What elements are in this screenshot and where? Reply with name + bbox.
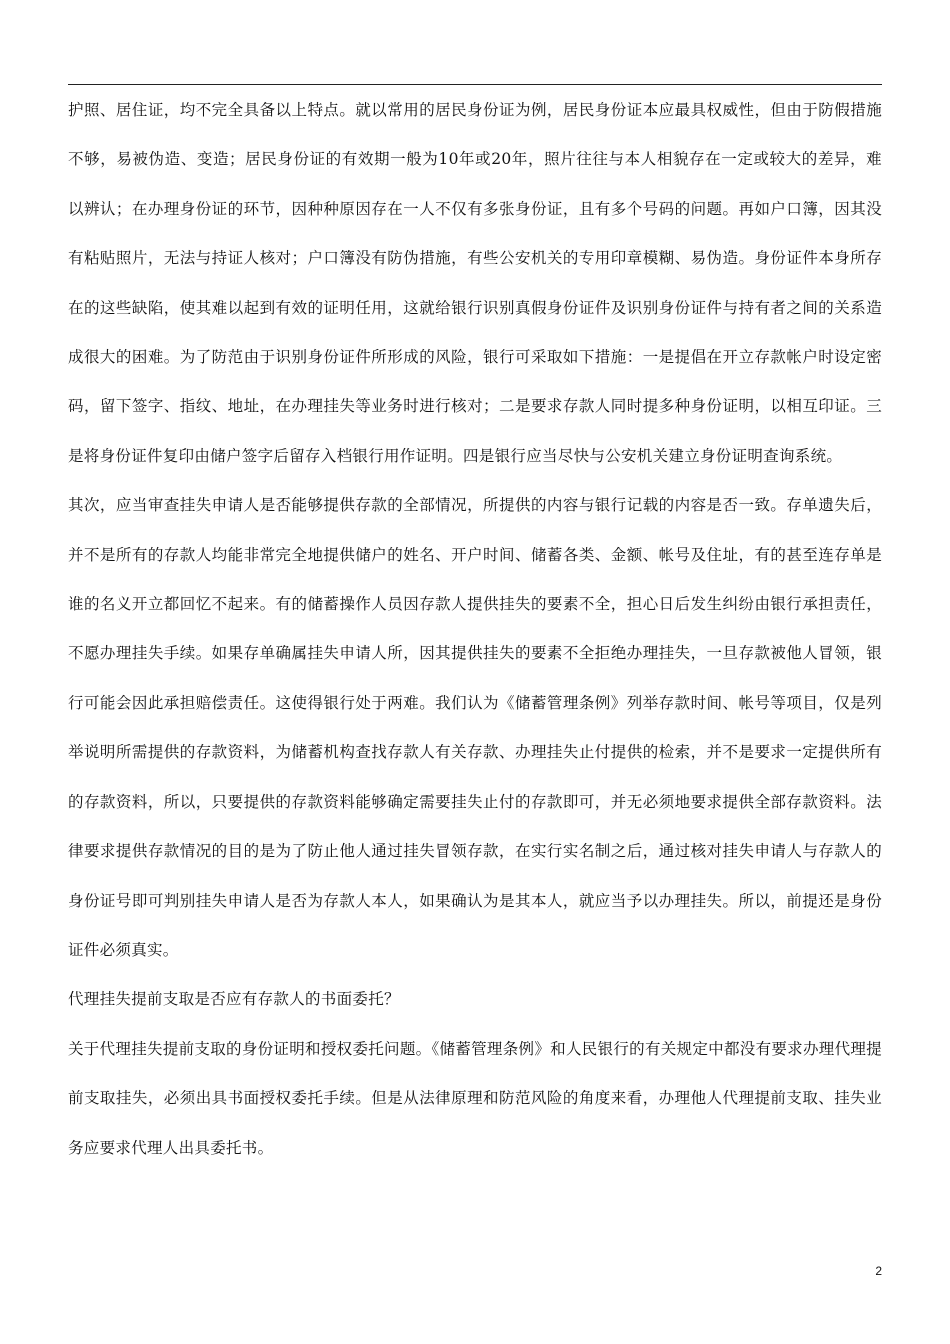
paragraph-proxy-authorization: 关于代理挂失提前支取的身份证明和授权委托问题。《储蓄管理条例》和人民银行的有关规定中都没有要求办理代理提前支取挂失，必须出具书面授权委托手续。但是从法律原理和防范风险的角度来看，办理他人代理提前支取、挂失业务应要求代理人出具委托书。 bbox=[68, 1039, 882, 1157]
section-question-heading: 代理挂失提前支取是否应有存款人的书面委托？ bbox=[68, 990, 400, 1009]
document-body bbox=[68, 86, 882, 1173]
paragraph-identity-documents: 护照、居住证，均不完全具备以上特点。就以常用的居民身份证为例，居民身份证本应最具权威性，但由于防假措施不够，易被伪造、变造；居民身份证的有效期一般为10年或20年，照片往往与本人相貌存在一定或较大的差异，难以辨认；在办理身份证的环节，因种种原因存在一人不仅有多张身份证，且有多个号码的问题。再如户口簿，因其没有粘贴照片，无法与持证人核对；户口簿没有防伪措施，有些公安机关的专用印章模糊、易伪造。身份证件本身所存在的这些缺陷，使其难以起到有效的证明任用，这就给银行识别真假身份证件及识别身份证件与持有者之间的关系造成很大的困难。为了防范由于识别身份证件所形成的风险，银行可采取如下措施：一是提倡在开立存款帐户时设定密码，留下签字、指纹、地址，在办理挂失等业务时进行核对；二是要求存款人同时提多种身份证明，以相互印证。三是将身份证件复印由储户签字后留存入档银行用作证明。四是银行应当尽快与公安机关建立身份证明查询系统。 bbox=[68, 101, 882, 465]
header-rule bbox=[68, 84, 882, 85]
paragraph-loss-report-review: 其次，应当审查挂失申请人是否能够提供存款的全部情况，所提供的内容与银行记载的内容是否一致。存单遗失后，并不是所有的存款人均能非常完全地提供储户的姓名、开户时间、储蓄各类、金额、帐号及住址，有的甚至连存单是谁的名义开立都回忆不起来。有的储蓄操作人员因存款人提供挂失的要素不全，担心日后发生纠纷由银行承担责任，不愿办理挂失手续。如果存单确属挂失申请人所，因其提供挂失的要素不全拒绝办理挂失，一旦存款被他人冒领，银行可能会因此承担赔偿责任。这使得银行处于两难。我们认为《储蓄管理条例》列举存款时间、帐号等项目，仅是列举说明所需提供的存款资料，为储蓄机构查找存款人有关存款、办理挂失止付提供的检索，并不是要求一定提供所有的存款资料，所以，只要提供的存款资料能够确定需要挂失止付的存款即可，并无必须地要求提供全部存款资料。法律要求提供存款情况的目的是为了防止他人通过挂失冒领存款，在实行实名制之后，通过核对挂失申请人与存款人的身份证号即可判别挂失申请人是否为存款人本人，如果确认为是其本人，就应当予以办理挂失。所以，前提还是身份证件必须真实。 bbox=[68, 496, 882, 959]
page-number: 2 bbox=[875, 1264, 882, 1278]
